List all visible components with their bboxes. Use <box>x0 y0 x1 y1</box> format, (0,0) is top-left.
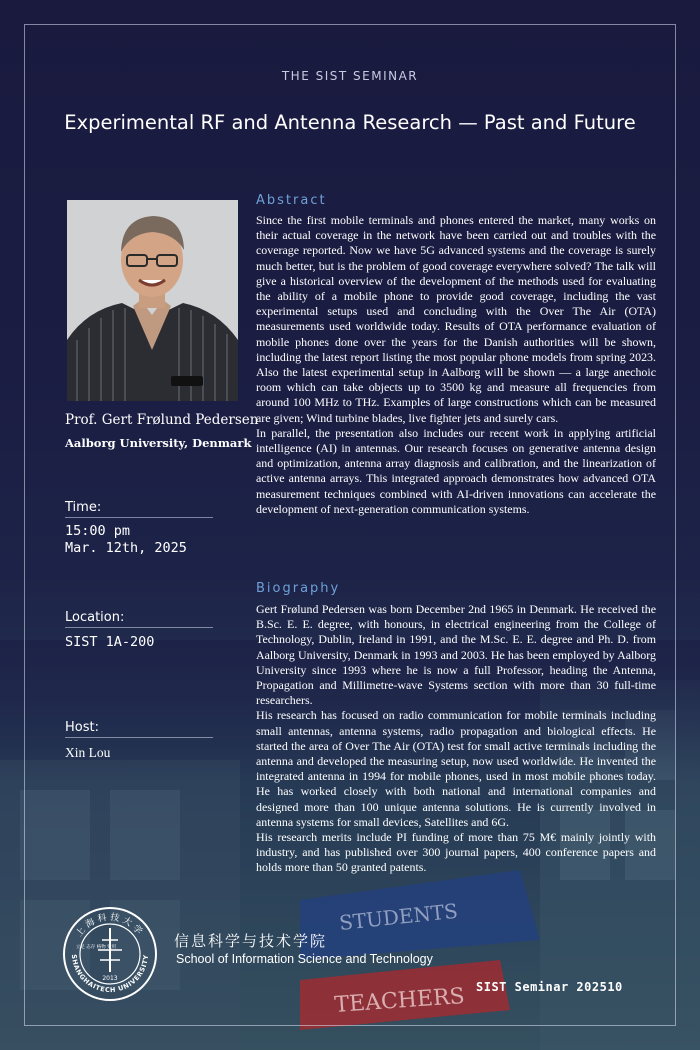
seminar-code: SIST Seminar 202510 <box>476 980 623 994</box>
seal-motto: 立足 志存 格物 致用 <box>75 945 117 950</box>
school-name-chinese: 信息科学与技术学院 <box>174 932 328 950</box>
seal-top-text: 上海科技大学 <box>74 912 146 940</box>
seal-year: 2013 <box>102 975 118 982</box>
time-value: 15:00 pm <box>65 523 131 539</box>
biography-paragraph: His research has focused on radio communication for mobile terminals including small antennas, antenna systems, radio propagation and biological effects. He started the area of Over The Air (OTA) test for small active terminals including the antenna and developed the measuring setup, now used worldwide. He invented the integrated antenna in 1994 for mobile phones, used in most mobile phones today. He has worked closely with both national and international companies and designed more than 100 unique antenna solutions. He is currently involved in antenna systems for small devices, Satellites and 6G. <box>256 708 656 829</box>
seminar-title: Experimental RF and Antenna Research — Past and Future <box>64 111 636 134</box>
biography-heading: Biography <box>256 581 341 596</box>
host-value: Xin Lou <box>65 745 111 760</box>
host-label: Host: <box>65 720 213 738</box>
location-label: Location: <box>65 610 213 628</box>
abstract-paragraph: In parallel, the presentation also includes our recent work in applying artificial intelligence (AI) in antennas. Our research focuses on generative antenna design and optimization, antenna array diagnosis and calibration, and the linearization of active antenna arrays. This integrated approach demonstrates how advanced OTA measurement techniques combined with AI-driven innovations can accelerate the development of next-generation communication systems. <box>256 425 656 516</box>
shanghaitech-logo <box>62 906 158 1002</box>
biography-paragraph: Gert Frølund Pedersen was born December 2nd 1965 in Denmark. He received the B.Sc. E. E. degree, with honours, in electrical engineering from the College of Technology, Dublin, Ireland in 1991, and the M.Sc. E. E. degree and Ph. D. from Aalborg University, Denmark in 1993 and 2003. He has been employed by Aalborg University since 1993 where he is now a full Professor, heading the Antenna, Propagation and Millimetre-wave Systems section with more than 30 full-time researchers. <box>256 602 656 708</box>
seal-bottom-text: SHANGHAITECH UNIVERSITY <box>69 954 151 995</box>
speaker-name: Prof. Gert Frølund Pedersen <box>65 412 259 428</box>
university-seal-icon <box>62 906 158 1002</box>
school-name-english: School of Information Science and Technology <box>176 952 433 966</box>
seminar-eyebrow: THE SIST SEMINAR <box>281 69 419 83</box>
abstract-heading: Abstract <box>256 193 327 208</box>
abstract-body <box>256 213 656 517</box>
location-value: SIST 1A-200 <box>65 634 155 650</box>
speaker-affiliation: Aalborg University, Denmark <box>65 436 252 450</box>
biography-body <box>256 602 656 876</box>
date-value: Mar. 12th, 2025 <box>65 540 187 556</box>
speaker-photo <box>67 200 238 401</box>
speaker-portrait-icon <box>67 200 238 401</box>
time-label: Time: <box>65 500 213 518</box>
biography-paragraph: His research merits include PI funding of more than 75 M€ mainly jointly with industry, and has published over 300 journal papers, 400 conference papers and holds more than 50 granted patents. <box>256 830 656 875</box>
abstract-paragraph: Since the first mobile terminals and phones entered the market, many works on their actual coverage in the network have been carried out and troubles with the coverage reported. Now we have 5G advanced systems and the coverage is surely much better, but is the problem of good coverage everywhere solved? The talk will give a historical overview of the development of the methods used for evaluating the ability of a mobile phone to provide good coverage, including the vast experimental setups used and concluding with the Over The Air (OTA) measurements used worldwide today. Results of OTA performance evaluation of mobile phones done over the years for the Danish authorities will be shown, including the latest report listing the most popular phone models from spring 2023. Also the latest experimental setup in Aalborg will be shown — a large anechoic room which can take objects up to 3500 kg and measure all frequencies from around 100 MHz to THz. Examples of large constructions which can be measured are given; Wind turbine blades, live fighter jets and surely cars. <box>256 213 656 425</box>
